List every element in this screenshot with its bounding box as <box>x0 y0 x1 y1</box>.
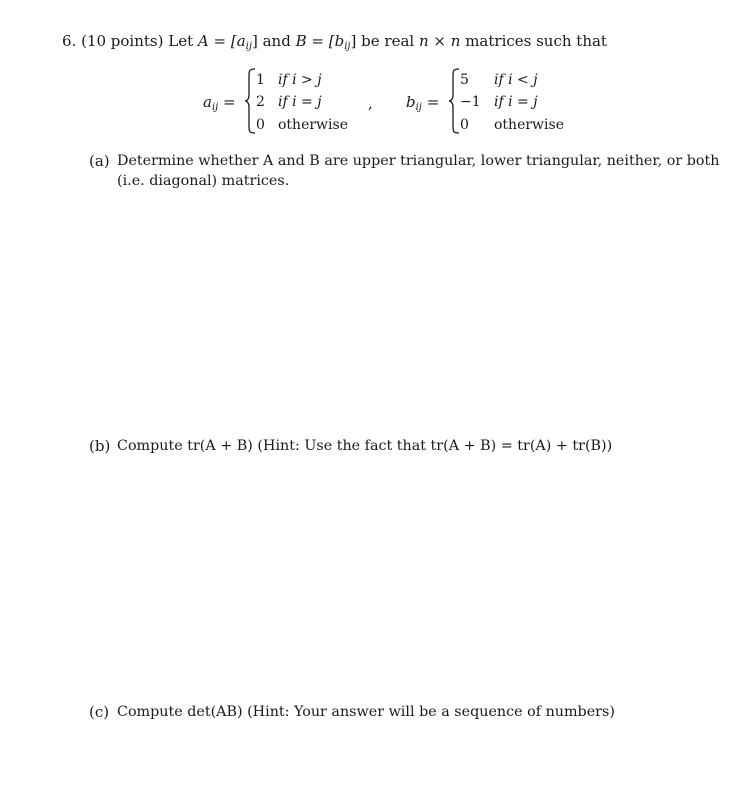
matrix-b-definition: $B = [b_{ij}]$ <box>295 32 357 52</box>
part-a-line-2: (i.e. diagonal) matrices. <box>117 173 290 189</box>
part-a-label: (a) <box>89 152 110 170</box>
intro-n-by-n: n × n <box>418 32 461 50</box>
intro-and: and <box>262 32 291 50</box>
part-c-label: (c) <box>89 703 110 721</box>
problem-points: (10 points) <box>81 32 164 50</box>
problem-number: 6. <box>62 32 77 50</box>
b-case-2: −1 <box>460 94 481 110</box>
b-case-3-condition: otherwise <box>494 117 564 133</box>
b-cases-brace <box>448 68 460 134</box>
b-case-1: 5 <box>460 72 469 88</box>
matrix-a-definition: $A = [a_{ij}]$ <box>197 32 258 52</box>
intro-rest-2: matrices such that <box>465 32 607 50</box>
a-case-3-condition: otherwise <box>278 117 348 133</box>
intro-rest-1: be real <box>361 32 415 50</box>
intro-let: Let <box>168 32 194 50</box>
a-ij-lhs: $a_{ij}$ = <box>203 93 236 113</box>
a-case-1: 1 <box>256 72 265 88</box>
part-c-text: Compute det(AB) (Hint: Your answer will be a sequence of numbers) <box>117 704 615 720</box>
problem-statement <box>62 32 607 53</box>
a-case-3: 0 <box>256 117 265 133</box>
b-case-1-condition: if i < j <box>494 72 538 88</box>
part-b-label: (b) <box>89 437 111 455</box>
b-case-2-condition: if i = j <box>494 94 538 110</box>
part-b-text: Compute tr(A + B) (Hint: Use the fact that tr(A + B) = tr(A) + tr(B)) <box>117 438 613 454</box>
a-case-1-condition: if i > j <box>278 72 322 88</box>
b-ij-lhs: $b_{ij}$ = <box>406 93 440 113</box>
a-case-2-condition: if i = j <box>278 94 322 110</box>
b-case-3: 0 <box>460 117 469 133</box>
a-case-2: 2 <box>256 94 265 110</box>
definition-separator: , <box>368 94 373 112</box>
a-cases-brace <box>244 68 256 134</box>
part-a-line-1: Determine whether A and B are upper triangular, lower triangular, neither, or both <box>117 153 720 169</box>
